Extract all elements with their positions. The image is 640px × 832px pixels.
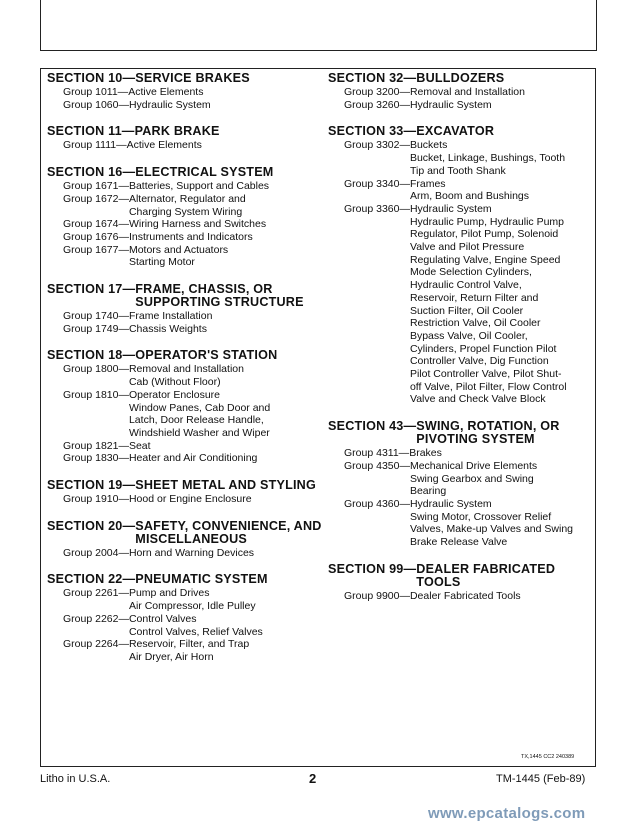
- group-number: Group 3360—: [344, 202, 410, 215]
- group-number: Group 1676—: [63, 230, 129, 243]
- group-entry: [328, 590, 590, 603]
- group-description: [129, 323, 207, 336]
- group-detail-line: Regulating Valve, Engine Speed: [409, 253, 561, 266]
- group-title: Frames: [409, 177, 446, 190]
- section-title: PARK BRAKE: [134, 124, 220, 139]
- group-entry: [328, 203, 590, 406]
- section-block: [328, 72, 590, 111]
- group-number: Group 4360—: [344, 497, 410, 510]
- group-number: Group 9900—: [344, 589, 410, 602]
- section-title: SHEET METAL AND STYLING: [135, 478, 316, 493]
- group-detail-line: Hydraulic Control Valve,: [409, 279, 522, 292]
- section-number: SECTION 22—: [47, 572, 136, 587]
- section-heading: [47, 573, 322, 586]
- group-title: Hydraulic System: [409, 98, 492, 111]
- section-title: DEALER FABRICATED TOOLS: [416, 561, 556, 589]
- group-description: [410, 590, 521, 603]
- group-detail-line: Regulator, Pilot Pump, Solenoid: [409, 228, 559, 241]
- group-number: Group 3302—: [344, 139, 410, 152]
- section-heading: [328, 420, 590, 446]
- group-detail-line: Brake Release Valve: [409, 536, 508, 549]
- section-number: SECTION 18—: [47, 348, 136, 363]
- group-entry: [47, 587, 322, 612]
- section-title: SERVICE BRAKES: [135, 71, 250, 85]
- group-number: Group 2004—: [63, 546, 129, 559]
- group-entry: [47, 452, 322, 465]
- group-title: Control Valves: [128, 612, 197, 625]
- group-number: Group 3260—: [344, 98, 410, 111]
- footer-litho: Litho in U.S.A.: [40, 773, 111, 785]
- group-number: Group 1060—: [63, 98, 129, 111]
- section-title: FRAME, CHASSIS, OR SUPPORTING STRUCTURE: [135, 282, 304, 310]
- section-block: [328, 420, 590, 549]
- group-description: [129, 613, 263, 638]
- group-detail-line: off Valve, Pilot Filter, Flow Control: [409, 380, 567, 393]
- section-heading: [47, 166, 322, 179]
- group-description: [129, 452, 257, 465]
- section-title: OPERATOR'S STATION: [135, 348, 278, 363]
- group-title: Hydraulic System: [409, 497, 492, 510]
- group-number: Group 1810—: [63, 388, 129, 401]
- footer-manual-id: TM-1445 (Feb-89): [496, 773, 586, 785]
- group-number: Group 1830—: [63, 452, 129, 465]
- top-frame-left-rule: [40, 0, 41, 50]
- section-heading: [47, 349, 322, 362]
- section-heading: [47, 479, 322, 492]
- group-entry: [47, 323, 322, 336]
- group-description: [129, 218, 266, 231]
- group-detail-line: Arm, Boom and Bushings: [409, 190, 530, 203]
- section-heading: [47, 125, 322, 138]
- section-block: [328, 563, 590, 603]
- group-entry: [47, 440, 322, 453]
- group-detail-line: Control Valves, Relief Valves: [128, 625, 263, 638]
- group-number: Group 4350—: [344, 459, 410, 472]
- section-number: SECTION 16—: [47, 165, 136, 180]
- group-detail-line: Cylinders, Propel Function Pilot: [409, 342, 557, 355]
- group-title: Active Elements: [126, 139, 202, 152]
- group-title: Pump and Drives: [128, 587, 210, 600]
- group-detail-line: Mode Selection Cylinders,: [409, 266, 532, 279]
- group-title: Alternator, Regulator and: [128, 192, 246, 205]
- top-frame-right-rule: [596, 0, 597, 50]
- section-title: ELECTRICAL SYSTEM: [135, 165, 274, 180]
- section-title: BULLDOZERS: [416, 71, 505, 85]
- group-title: Hydraulic System: [409, 202, 492, 215]
- group-detail-line: Pilot Controller Valve, Pilot Shut-: [409, 368, 562, 381]
- top-frame-bottom-rule: [40, 50, 597, 51]
- group-detail-line: Reservoir, Return Filter and: [409, 291, 539, 304]
- group-description: [129, 363, 244, 388]
- group-description: [129, 587, 256, 612]
- group-entry: [328, 86, 590, 99]
- group-detail-line: Tip and Tooth Shank: [409, 164, 506, 177]
- section-heading: [47, 283, 322, 309]
- section-block: [47, 72, 322, 111]
- section-block: [47, 520, 322, 560]
- group-entry: [47, 638, 322, 663]
- group-title: Frame Installation: [128, 310, 213, 323]
- group-detail-line: Starting Motor: [128, 256, 195, 269]
- group-entry: [47, 139, 322, 152]
- group-entry: [47, 363, 322, 388]
- group-title: Buckets: [409, 139, 448, 152]
- group-number: Group 4311—: [344, 447, 410, 460]
- group-title: Batteries, Support and Cables: [128, 180, 270, 193]
- group-description: [128, 86, 203, 99]
- document-code-note: TX,1445 CC2 240389: [521, 754, 575, 760]
- group-title: Active Elements: [128, 86, 204, 98]
- group-entry: [47, 231, 322, 244]
- group-number: Group 3340—: [344, 177, 410, 190]
- section-block: [47, 125, 322, 152]
- section-heading: [328, 563, 590, 589]
- group-entry: [47, 389, 322, 440]
- group-description: [410, 139, 565, 177]
- group-entry: [328, 447, 590, 460]
- group-description: [410, 203, 567, 406]
- group-detail-line: Bypass Valve, Oil Cooler,: [409, 329, 528, 342]
- group-title: Removal and Installation: [409, 86, 525, 98]
- section-number: SECTION 10—: [47, 71, 136, 85]
- section-heading: [328, 125, 590, 138]
- section-block: [47, 479, 322, 506]
- group-title: Reservoir, Filter, and Trap: [128, 638, 250, 651]
- section-number: SECTION 19—: [47, 478, 136, 493]
- group-description: [410, 460, 537, 498]
- group-title: Removal and Installation: [128, 363, 244, 376]
- group-detail-line: Swing Motor, Crossover Relief: [409, 510, 552, 523]
- group-detail-line: Hydraulic Pump, Hydraulic Pump: [409, 215, 565, 228]
- group-number: Group 3200—: [344, 86, 410, 98]
- group-entry: [47, 86, 322, 99]
- group-description: [129, 547, 254, 560]
- group-entry: [47, 180, 322, 193]
- group-detail-line: Bucket, Linkage, Bushings, Tooth: [409, 152, 566, 165]
- group-title: Mechanical Drive Elements: [409, 459, 538, 472]
- group-title: Dealer Fabricated Tools: [409, 589, 521, 602]
- group-number: Group 1677—: [63, 243, 129, 256]
- section-block: [47, 349, 322, 465]
- group-detail-line: Valve and Check Valve Block: [409, 393, 546, 406]
- group-detail-line: Restriction Valve, Oil Cooler: [409, 317, 541, 330]
- group-detail-line: Latch, Door Release Handle,: [128, 414, 264, 427]
- group-title: Hood or Engine Enclosure: [128, 493, 252, 506]
- section-number: SECTION 33—: [328, 124, 417, 139]
- watermark-text: www.epcatalogs.com: [428, 805, 586, 822]
- group-description: [129, 193, 246, 218]
- group-description: [129, 440, 151, 453]
- group-detail-line: Window Panes, Cab Door and: [128, 401, 271, 414]
- group-number: Group 2264—: [63, 638, 129, 651]
- group-detail-line: Bearing: [409, 485, 447, 498]
- section-number: SECTION 11—: [47, 124, 135, 139]
- group-title: Brakes: [409, 447, 442, 460]
- group-description: [409, 447, 442, 460]
- group-detail-line: Windshield Washer and Wiper: [128, 426, 270, 439]
- group-title: Horn and Warning Devices: [128, 546, 255, 559]
- group-entry: [328, 139, 590, 177]
- group-entry: [47, 547, 322, 560]
- group-entry: [47, 613, 322, 638]
- section-block: [328, 125, 590, 406]
- section-heading: [47, 520, 322, 546]
- group-number: Group 1674—: [63, 218, 129, 231]
- right-column: [328, 72, 590, 617]
- section-title: EXCAVATOR: [416, 124, 495, 139]
- group-detail-line: Suction Filter, Oil Cooler: [409, 304, 524, 317]
- group-entry: [47, 244, 322, 269]
- group-number: Group 1910—: [63, 493, 129, 506]
- group-number: Group 1821—: [63, 439, 129, 452]
- group-title: Wiring Harness and Switches: [128, 218, 267, 231]
- group-title: Operator Enclosure: [128, 388, 221, 401]
- group-detail-line: Controller Valve, Dig Function: [409, 355, 549, 368]
- group-title: Instruments and Indicators: [128, 230, 253, 243]
- group-number: Group 1800—: [63, 363, 129, 376]
- group-title: Motors and Actuators: [128, 243, 229, 256]
- group-description: [410, 178, 529, 203]
- group-entry: [47, 310, 322, 323]
- group-description: [129, 638, 249, 663]
- group-description: [129, 389, 270, 440]
- group-number: Group 2261—: [63, 587, 129, 600]
- group-number: Group 1749—: [63, 322, 129, 335]
- group-entry: [47, 193, 322, 218]
- group-title: Chassis Weights: [128, 322, 207, 335]
- group-entry: [328, 99, 590, 112]
- group-number: Group 1111—: [63, 139, 127, 152]
- page-number: 2: [309, 771, 317, 786]
- group-title: Hydraulic System: [128, 98, 211, 111]
- group-description: [129, 244, 228, 269]
- group-description: [129, 180, 269, 193]
- group-description: [127, 139, 202, 152]
- group-description: [410, 99, 492, 112]
- group-entry: [47, 493, 322, 506]
- group-detail-line: Charging System Wiring: [128, 205, 243, 218]
- group-title: Heater and Air Conditioning: [128, 452, 258, 465]
- section-heading: [47, 72, 322, 85]
- group-number: Group 1740—: [63, 310, 129, 323]
- group-description: [410, 86, 525, 99]
- group-detail-line: Air Compressor, Idle Pulley: [128, 600, 256, 613]
- group-detail-line: Air Dryer, Air Horn: [128, 650, 214, 663]
- group-number: Group 1671—: [63, 180, 129, 193]
- group-description: [410, 498, 573, 549]
- section-block: [47, 166, 322, 269]
- group-detail-line: Valves, Make-up Valves and Swing: [409, 523, 573, 536]
- group-description: [129, 310, 212, 323]
- group-entry: [47, 218, 322, 231]
- section-number: SECTION 99—: [328, 561, 417, 576]
- section-title: SWING, ROTATION, OR PIVOTING SYSTEM: [416, 419, 560, 447]
- group-number: Group 2262—: [63, 612, 129, 625]
- group-entry: [328, 460, 590, 498]
- group-title: Seat: [128, 439, 151, 452]
- group-detail-line: Swing Gearbox and Swing: [409, 472, 534, 485]
- section-block: [47, 573, 322, 663]
- left-column: [47, 72, 322, 678]
- section-number: SECTION 20—: [47, 518, 136, 533]
- section-heading: [328, 72, 590, 85]
- group-number: Group 1011—: [63, 86, 129, 98]
- section-block: [47, 283, 322, 335]
- group-entry: [328, 178, 590, 203]
- group-detail-line: Valve and Pilot Pressure: [409, 241, 525, 254]
- group-description: [129, 493, 252, 506]
- group-entry: [328, 498, 590, 549]
- group-description: [129, 231, 253, 244]
- section-number: SECTION 17—: [47, 282, 136, 297]
- section-number: SECTION 32—: [328, 71, 417, 85]
- section-title: PNEUMATIC SYSTEM: [135, 572, 268, 587]
- group-entry: [47, 99, 322, 112]
- section-number: SECTION 43—: [328, 419, 417, 434]
- group-description: [129, 99, 211, 112]
- group-detail-line: Cab (Without Floor): [128, 376, 221, 389]
- section-title: SAFETY, CONVENIENCE, AND MISCELLANEOUS: [135, 518, 322, 546]
- group-number: Group 1672—: [63, 192, 129, 205]
